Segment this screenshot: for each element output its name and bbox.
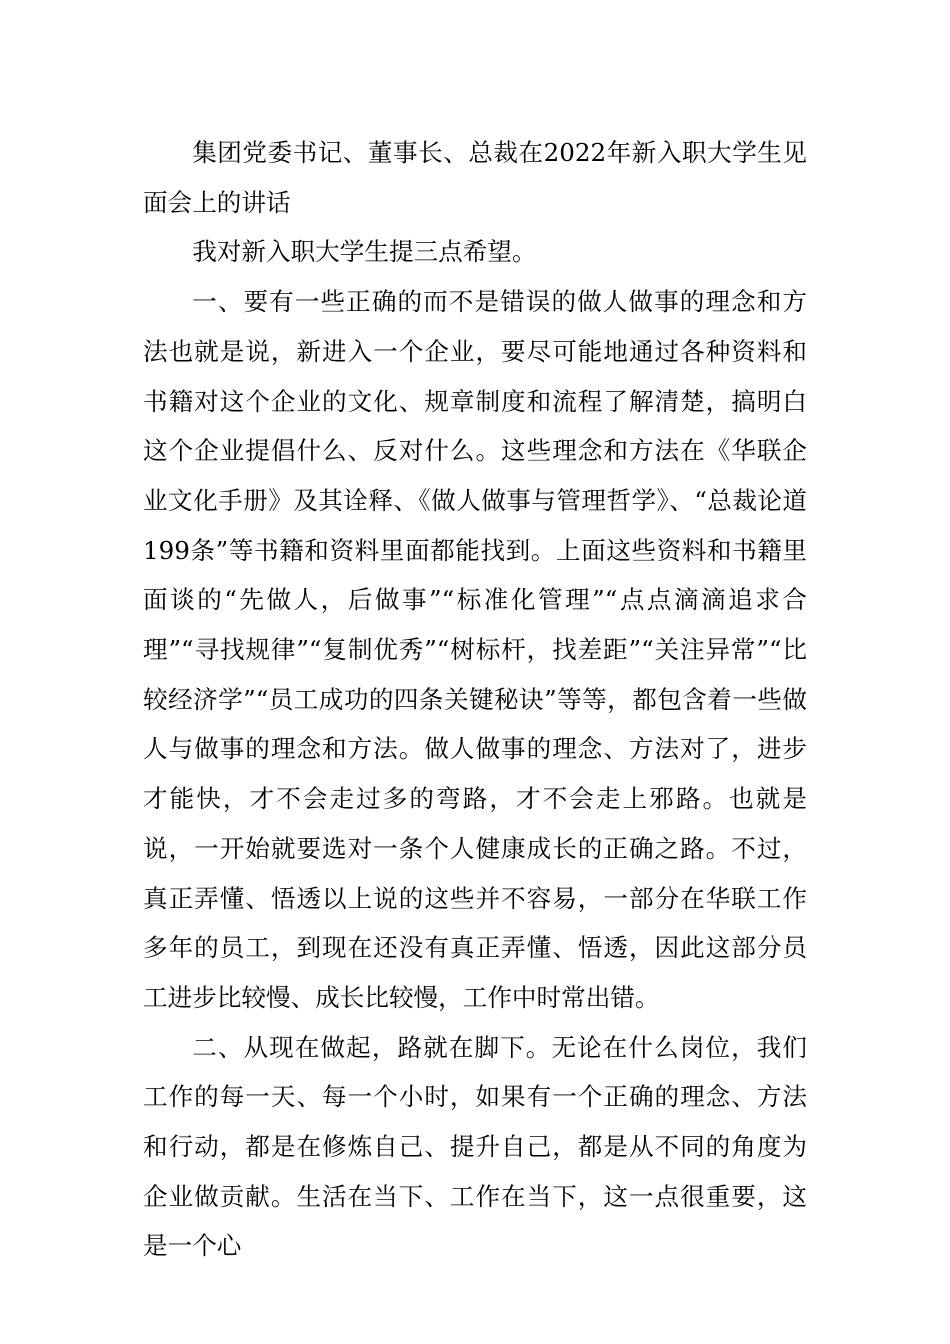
paragraph-point-one: 一、要有一些正确的而不是错误的做人做事的理念和方法也就是说，新进入一个企业，要尽可能地通过各种资料和书籍对这个企业的文化、规章制度和流程了解清楚，搞明白这个企业提倡什么、反对什么。这些理念和方法在《华联企业文化手册》及其诠释、《做人做事与管理哲学》、“总裁论道199条”等书籍和资料里面都能找到。上面这些资料和书籍里面谈的“先做人，后做事”“标准化管理”“点点滴滴追求合理”“寻找规律”“复制优秀”“树标杆，找差距”“关注异常”“比较经济学”“员工成功的四条关键秘诀”等等，都包含着一些做人与做事的理念和方法。做人做事的理念、方法对了，进步才能快，才不会走过多的弯路，才不会走上邪路。也就是说，一开始就要选对一条个人健康成长的正确之路。不过，真正弄懂、悟透以上说的这些并不容易，一部分在华联工作多年的员工，到现在还没有真正弄懂、悟透，因此这部分员工进步比较慢、成长比较慢，工作中时常出错。 [143,287,807,1012]
paragraph-intro: 我对新入职大学生提三点希望。 [192,237,537,267]
paragraph-point-two: 二、从现在做起，路就在脚下。无论在什么岗位，我们工作的每一天、每一个小时，如果有一个正确的理念、方法和行动，都是在修炼自己、提升自己，都是从不同的角度为企业做贡献。生活在当下、工作在当下，这一点很重要，这是一个心 [143,1032,807,1261]
document-page [143,128,807,1271]
document-title: 集团党委书记、董事长、总裁在2022年新入职大学生见面会上的讲话 [143,138,807,217]
